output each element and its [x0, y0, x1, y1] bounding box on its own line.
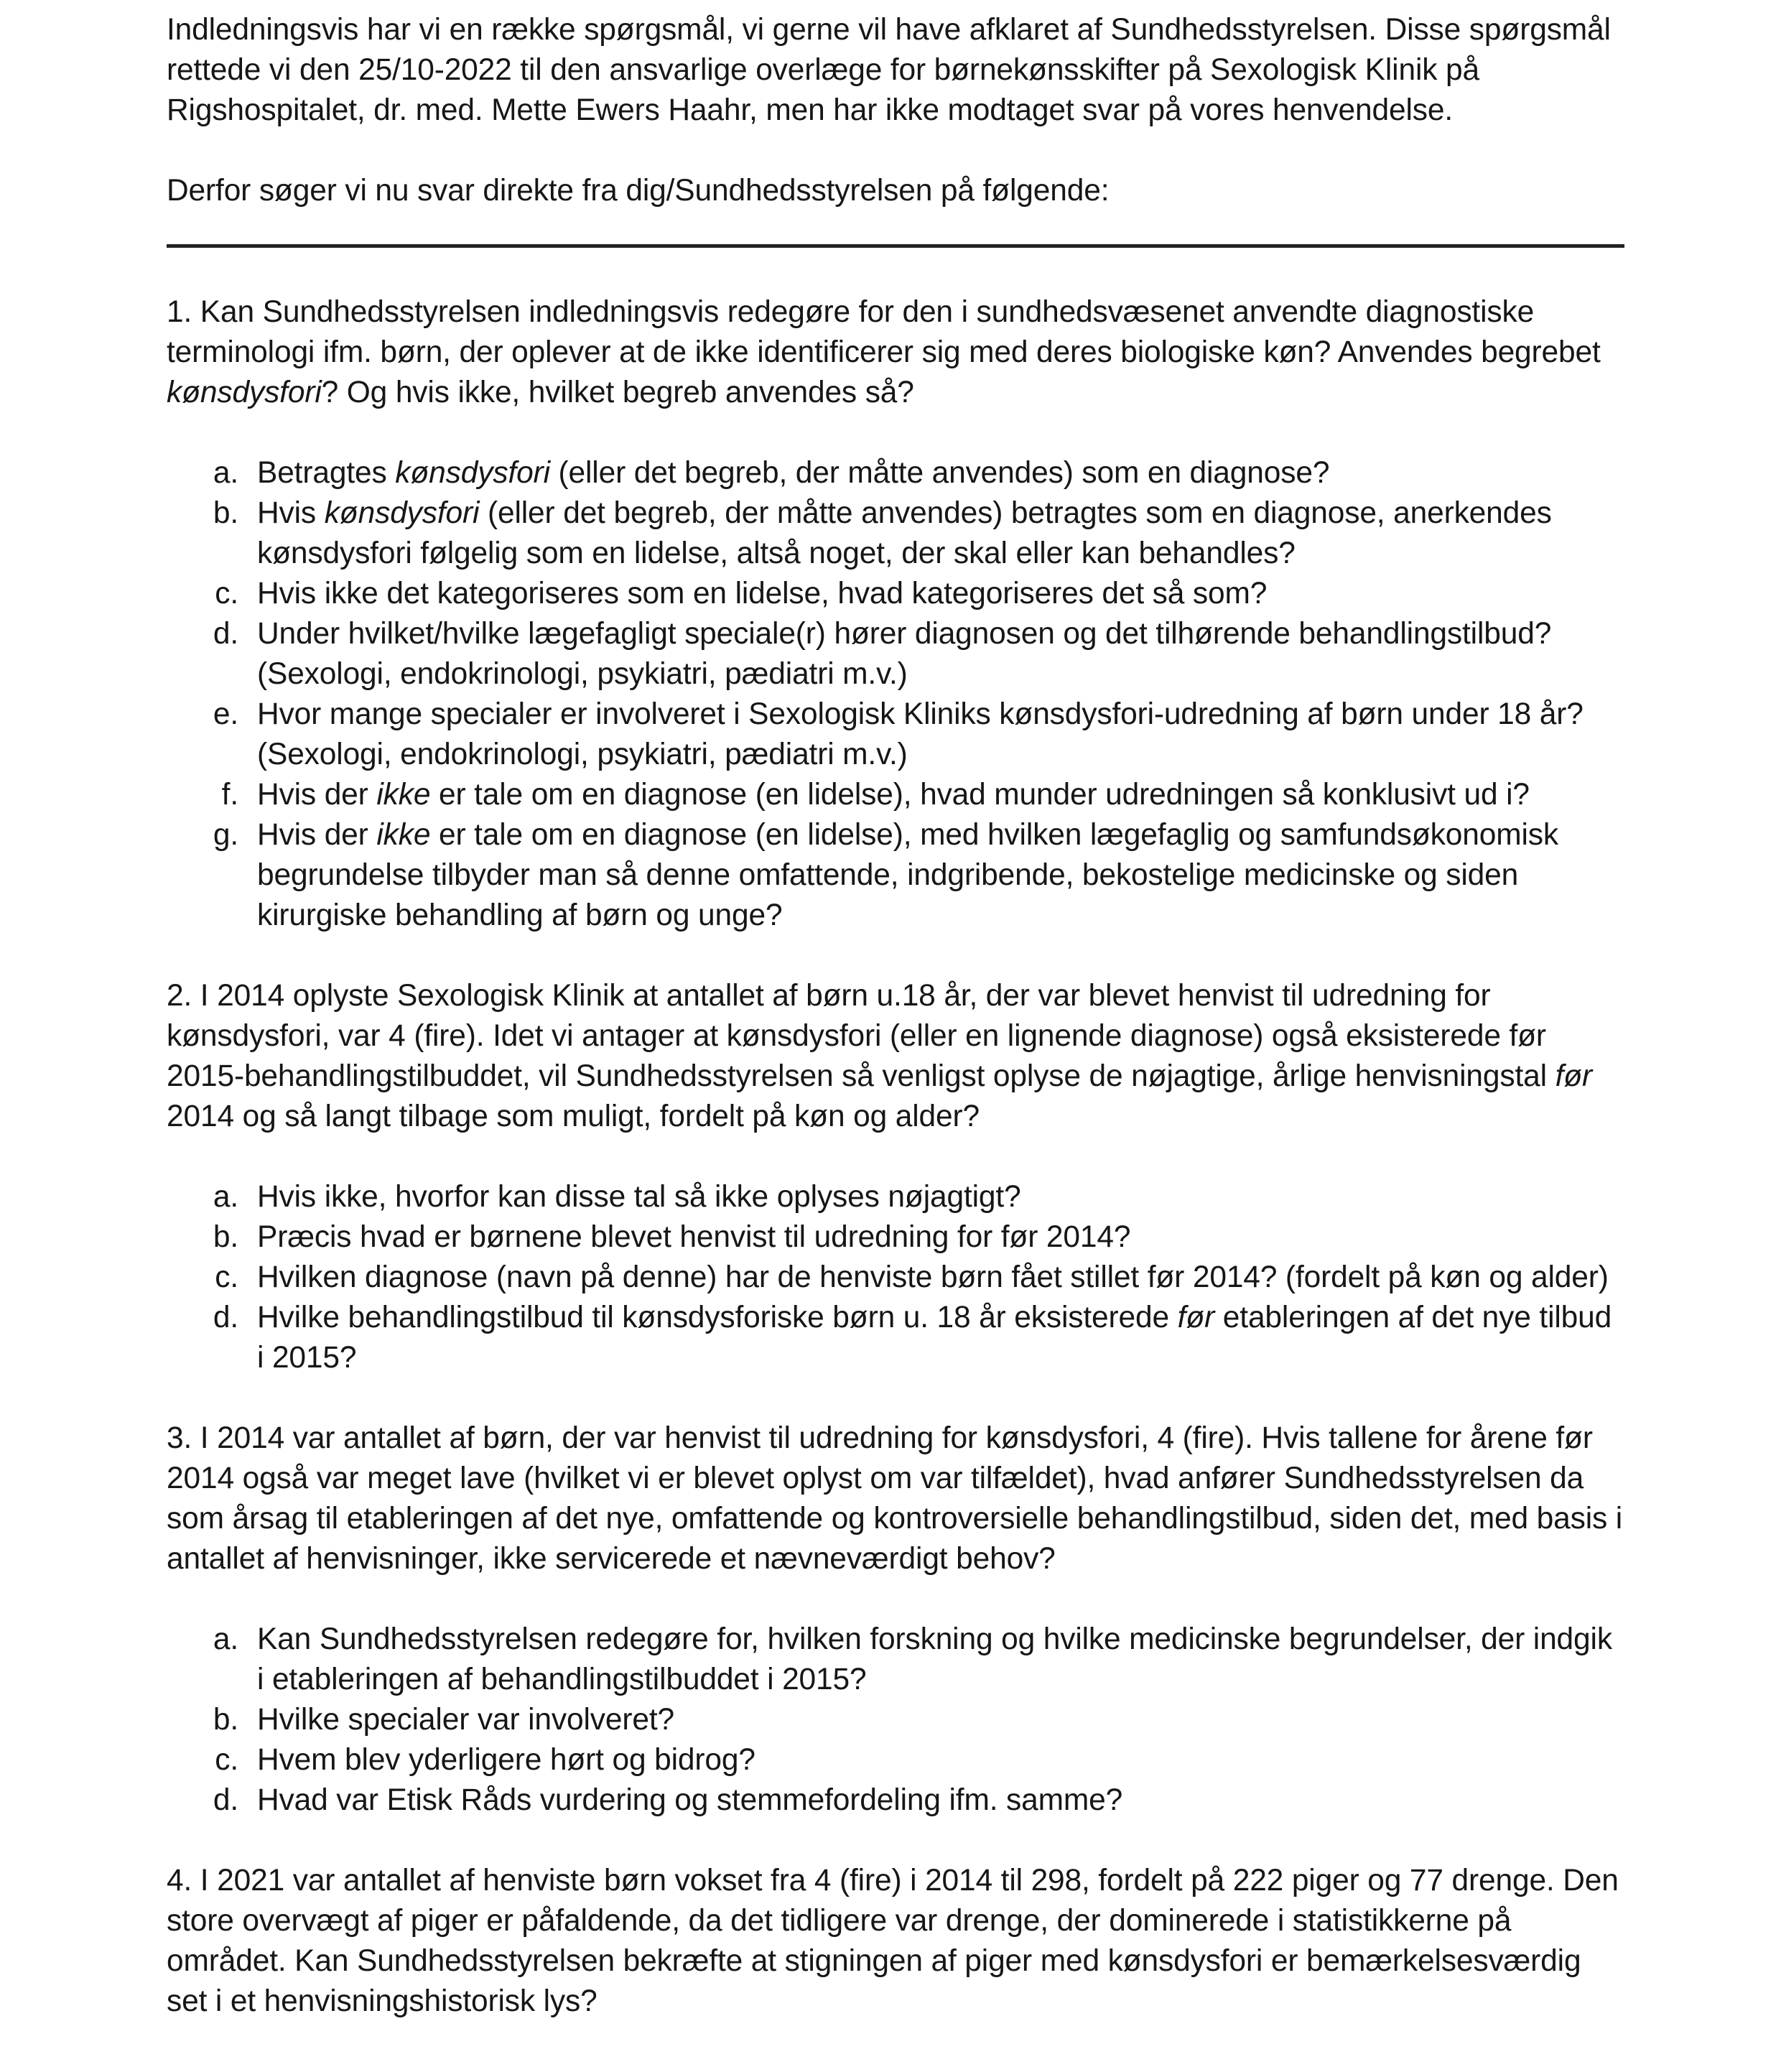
question-1-subitems [167, 453, 1624, 936]
intro-request: Derfor søger vi nu svar direkte fra dig/Sundhedsstyrelsen på følgende: [167, 174, 1110, 208]
list-item: e. Hvor mange specialer er involveret i Sexologisk Kliniks kønsdysfori-udredning af børn under 18 år? (Sexologi, endokrinologi, psykiatri, pædiatri m.v.) [213, 697, 1584, 771]
intro-paragraph: Indledningsvis har vi en række spørgsmål, vi gerne vil have afklaret af Sundhedsstyrelsen. Disse spørgsmål rettede vi den 25/10-2022 til den ansvarlige overlæge for børnekønsskifter på Sexologisk Klinik på Rigshospitalet, dr. med. Mette Ewers Haahr, men har ikke modtaget svar på vores henvendelse. [167, 13, 1611, 127]
question-4: 4. I 2021 var antallet af henviste børn vokset fra 4 (fire) i 2014 til 298, fordelt på 222 piger og 77 drenge. Den store overvægt af piger er påfaldende, da det tidligere var drenge, der dominerede i statistikkerne på området. Kan Sundhedsstyrelsen bekræfte at stigningen af piger med kønsdysfori er bemærkelsesværdig set i et henvisningshistorisk lys? [167, 1864, 1619, 2018]
list-item: f. Hvis der ikke er tale om en diagnose (en lidelse), hvad munder udredningen så konklusivt ud i? [221, 778, 1530, 812]
question-3: 3. I 2014 var antallet af børn, der var henvist til udredning for kønsdysfori, 4 (fire). Hvis tallene for årene før 2014 også var meget lave (hvilket vi er blevet oplyst om var tilfældet), hvad anfører Sundhedsstyrelsen da som årsag til etableringen af det nye, omfattende og kontroversielle behandlingstilbud, siden det, med basis i antallet af henvisninger, ikke servicerede et nævneværdigt behov? [167, 1421, 1623, 1576]
list-item: b. Præcis hvad er børnene blevet henvist til udredning for før 2014? [213, 1220, 1131, 1254]
list-item: c. Hvem blev yderligere hørt og bidrog? [215, 1743, 755, 1777]
list-item: a. Hvis ikke, hvorfor kan disse tal så ikke oplyses nøjagtigt? [213, 1180, 1021, 1214]
question-2-subitems [167, 1177, 1624, 1378]
list-item: a. Kan Sundhedsstyrelsen redegøre for, hvilken forskning og hvilke medicinske begrundelser, der indgik i etableringen af behandlingstilbuddet i 2015? [213, 1622, 1612, 1696]
list-item: c. Hvis ikke det kategoriseres som en lidelse, hvad kategoriseres det så som? [215, 577, 1268, 610]
document-page [167, 10, 1624, 2022]
list-item: b. Hvis kønsdysfori (eller det begreb, der måtte anvendes) betragtes som en diagnose, anerkendes kønsdysfori følgelig som en lidelse, altså noget, der skal eller kan behandles? [213, 496, 1552, 570]
list-item: b. Hvilke specialer var involveret? [213, 1703, 674, 1737]
list-item: c. Hvilken diagnose (navn på denne) har de henviste børn fået stillet før 2014? (fordelt på køn og alder) [215, 1260, 1609, 1294]
list-item: a. Betragtes kønsdysfori (eller det begreb, der måtte anvendes) som en diagnose? [213, 456, 1330, 490]
list-item: d. Under hvilket/hvilke lægefagligt speciale(r) hører diagnosen og det tilhørende behandlingstilbud? (Sexologi, endokrinologi, psykiatri, pædiatri m.v.) [213, 617, 1552, 691]
list-item: g. Hvis der ikke er tale om en diagnose (en lidelse), med hvilken lægefaglig og samfundsøkonomisk begrundelse tilbyder man så denne omfattende, indgribende, bekostelige medicinske og siden kirurgiske behandling af børn og unge? [213, 818, 1558, 932]
question-3-subitems [167, 1620, 1624, 1821]
question-2: 2. I 2014 oplyste Sexologisk Klinik at antallet af børn u.18 år, der var blevet henvist til udredning for kønsdysfori, var 4 (fire). Idet vi antager at kønsdysfori (eller en lignende diagnose) også eksisterede før 2015-behandlingstilbuddet, vil Sundhedsstyrelsen så venligst oplyse de nøjagtige, årlige henvisningstal før 2014 og så langt tilbage som muligt, fordelt på køn og alder? [167, 979, 1593, 1133]
question-1: 1. Kan Sundhedsstyrelsen indledningsvis redegøre for den i sundhedsvæsenet anvendte diagnostiske terminologi ifm. børn, der oplever at de ikke identificerer sig med deres biologiske køn? Anvendes begrebet kønsdysfori? Og hvis ikke, hvilket begreb anvendes så? [167, 295, 1601, 409]
list-item: d. Hvad var Etisk Råds vurdering og stemmefordeling ifm. samme? [213, 1783, 1123, 1817]
list-item: d. Hvilke behandlingstilbud til kønsdysforiske børn u. 18 år eksisterede før etableringen af det nye tilbud i 2015? [213, 1301, 1612, 1375]
